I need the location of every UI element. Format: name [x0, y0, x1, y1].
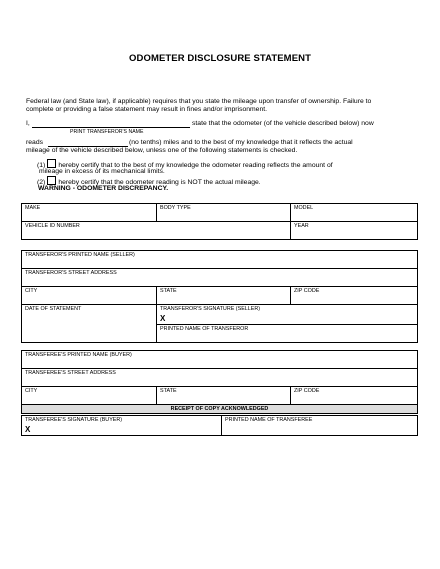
transferor-signature-mark: X	[160, 314, 166, 323]
transferee-printed-name-label: PRINTED NAME OF TRANSFEREE	[225, 417, 313, 423]
transferee-state-label: STATE	[160, 388, 177, 394]
reads-text: (no tenths) miles and to the best of my knowledge that it reflects the actual	[129, 139, 353, 146]
vehicle-table	[21, 203, 418, 240]
option-2-text: hereby certify that the odometer reading is NOT the actual mileage.	[58, 179, 261, 186]
transferor-street-cell[interactable]	[22, 269, 418, 287]
vin-label: VEHICLE ID NUMBER	[25, 223, 80, 229]
transferor-street-label: TRANSFEROR'S STREET ADDRESS	[25, 270, 117, 276]
transferee-signature-table	[21, 415, 418, 436]
transferee-table	[21, 350, 418, 414]
model-field[interactable]	[291, 204, 418, 222]
transferor-name-field[interactable]	[32, 127, 190, 128]
intro-line-1: Federal law (and State law), if applicable) requires that you state the mileage upon transfer of ownership. Failure to	[26, 98, 372, 105]
transferor-caption: PRINT TRANSFEROR'S NAME	[70, 129, 144, 135]
transferee-printed-name-cell[interactable]	[222, 416, 418, 436]
transferee-state-cell[interactable]	[157, 387, 291, 405]
reads-prefix: reads	[26, 139, 44, 146]
transferor-name-cell[interactable]	[22, 251, 418, 269]
transferee-zip-cell[interactable]	[291, 387, 418, 405]
body-type-label: BODY TYPE	[160, 205, 191, 211]
intro-line-2: complete or providing a false statement may result in fines and/or imprisonment.	[26, 106, 268, 113]
transferee-signature-mark: X	[25, 425, 31, 434]
mileage-line: mileage of the vehicle described below, unless one of the following statements is checked.	[26, 147, 298, 154]
option-1-number: (1)	[37, 162, 46, 169]
transferee-signature-cell[interactable]	[22, 416, 222, 436]
year-label: YEAR	[294, 223, 309, 229]
transferor-signature-cell[interactable]	[157, 305, 418, 325]
option-1-text: hereby certify that to the best of my knowledge the odometer reading reflects the amount of	[58, 162, 333, 169]
transferor-signature-label: TRANSFEROR'S SIGNATURE (SELLER)	[160, 306, 261, 312]
transferee-name-cell[interactable]	[22, 351, 418, 369]
transferor-zip-label: ZIP CODE	[294, 288, 320, 294]
transferee-signature-label: TRANSFEREE'S SIGNATURE (BUYER)	[25, 417, 123, 423]
option-1-continued: mileage in excess of its mechanical limits.	[39, 168, 165, 175]
option-2-checkbox[interactable]	[47, 176, 56, 185]
state-text: state that the odometer (of the vehicle described below) now	[192, 120, 374, 127]
model-label: MODEL	[294, 205, 314, 211]
body-type-field[interactable]	[157, 204, 291, 222]
make-label: MAKE	[25, 205, 41, 211]
statement-date-cell[interactable]	[22, 305, 157, 343]
transferee-street-label: TRANSFEREE'S STREET ADDRESS	[25, 370, 116, 376]
make-field[interactable]	[22, 204, 157, 222]
i-prefix: I,	[26, 120, 30, 127]
transferor-table	[21, 250, 418, 343]
transferee-name-label: TRANSFEREE'S PRINTED NAME (BUYER)	[25, 352, 132, 358]
transferee-street-cell[interactable]	[22, 369, 418, 387]
transferee-zip-label: ZIP CODE	[294, 388, 320, 394]
option-1-checkbox[interactable]	[47, 159, 56, 168]
option-2-number: (2)	[37, 179, 46, 186]
transferor-printed-name-cell[interactable]	[157, 325, 418, 343]
receipt-banner: RECEIPT OF COPY ACKNOWLEDGED	[22, 405, 418, 414]
page-title: ODOMETER DISCLOSURE STATEMENT	[129, 53, 311, 64]
transferor-state-cell[interactable]	[157, 287, 291, 305]
transferor-city-label: CITY	[25, 288, 38, 294]
vin-field[interactable]	[22, 222, 291, 240]
warning-text: WARNING - ODOMETER DISCREPANCY.	[38, 185, 169, 192]
transferor-name-label: TRANSFEROR'S PRINTED NAME (SELLER)	[25, 252, 135, 258]
transferor-state-label: STATE	[160, 288, 177, 294]
transferor-printed-name-label: PRINTED NAME OF TRANSFEROR	[160, 326, 249, 332]
statement-date-label: DATE OF STATEMENT	[25, 306, 82, 312]
transferee-city-cell[interactable]	[22, 387, 157, 405]
year-field[interactable]	[291, 222, 418, 240]
transferee-city-label: CITY	[25, 388, 38, 394]
transferor-zip-cell[interactable]	[291, 287, 418, 305]
transferor-city-cell[interactable]	[22, 287, 157, 305]
